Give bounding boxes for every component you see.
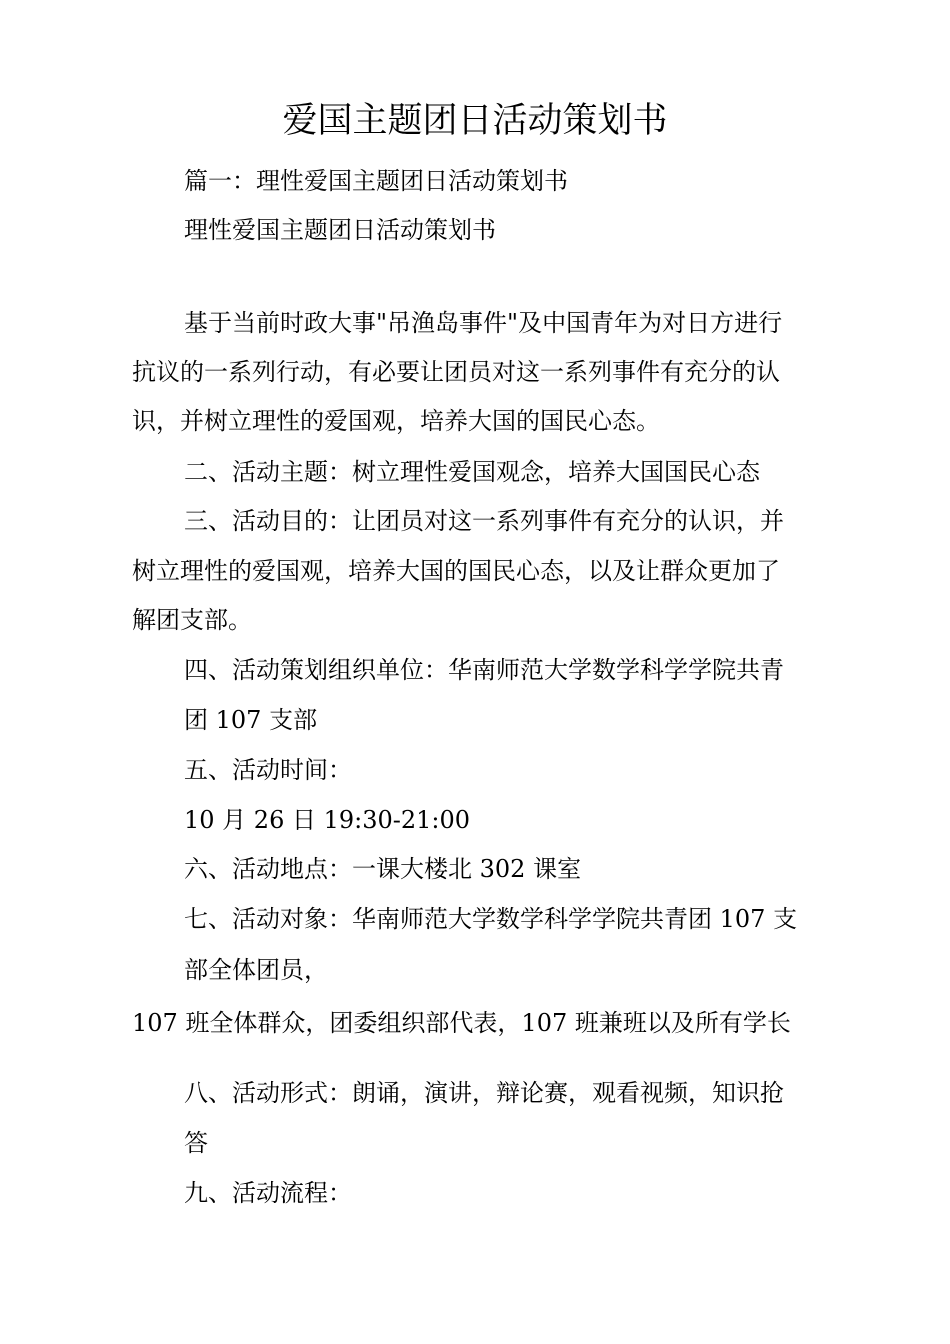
background-paragraph-line: 抗议的一系列行动，有必要让团员对这一系列事件有充分的认 (132, 358, 780, 386)
activity-audience-line: 七、活动对象：华南师范大学数学科学学院共青团 107 支 (184, 905, 798, 933)
activity-purpose-line: 三、活动目的：让团员对这一系列事件有充分的认识，并 (184, 507, 784, 535)
activity-audience-line: 部全体团员， (184, 956, 328, 984)
background-paragraph-line: 基于当前时政大事"吊渔岛事件"及中国青年为对日方进行 (184, 309, 783, 337)
heading-part-one: 篇一：理性爱国主题团日活动策划书 (184, 167, 568, 195)
activity-theme-line: 二、活动主题：树立理性爱国观念，培养大国国民心态 (184, 458, 760, 486)
organizer-line: 四、活动策划组织单位：华南师范大学数学科学学院共青 (184, 656, 784, 684)
subtitle-line: 理性爱国主题团日活动策划书 (184, 216, 496, 244)
activity-process-heading: 九、活动流程： (184, 1179, 352, 1207)
activity-format-line: 八、活动形式：朗诵，演讲，辩论赛，观看视频，知识抢 (184, 1079, 784, 1107)
activity-time-value: 10 月 26 日 19:30-21:00 (184, 806, 471, 834)
activity-purpose-line: 树立理性的爱国观，培养大国的国民心态，以及让群众更加了 (132, 557, 780, 585)
activity-purpose-line: 解团支部。 (132, 606, 252, 634)
activity-time-label: 五、活动时间： (184, 756, 352, 784)
document-title: 爱国主题团日活动策划书 (282, 101, 668, 141)
background-paragraph-line: 识，并树立理性的爱国观，培养大国的国民心态。 (132, 407, 660, 435)
activity-audience-line: 107 班全体群众，团委组织部代表，107 班兼班以及所有学长 (132, 1009, 791, 1037)
organizer-line: 团 107 支部 (184, 706, 318, 734)
activity-format-line: 答 (184, 1129, 208, 1157)
activity-location-line: 六、活动地点：一课大楼北 302 课室 (184, 855, 582, 883)
